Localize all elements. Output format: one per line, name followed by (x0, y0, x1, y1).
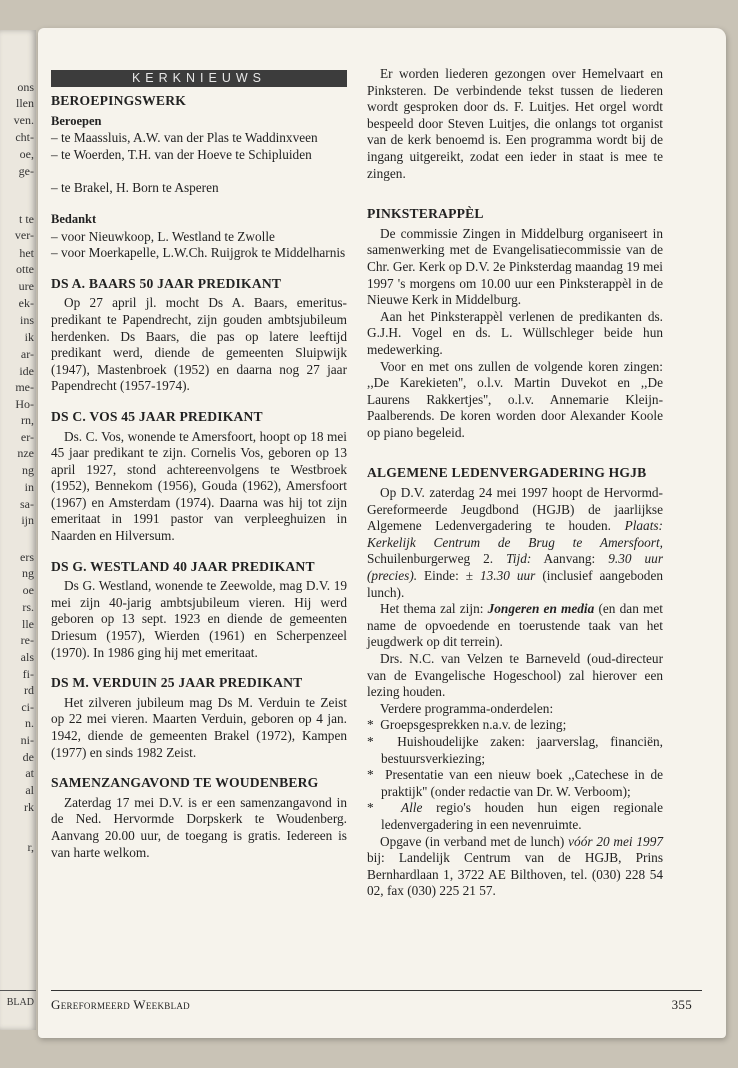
prev-page-text-fragment: at (25, 766, 34, 780)
article-body: Voor en met ons zullen de volgende koren zingen: ,,De Karekieten'', o.l.v. Martin Duvekot en ,,De Laurens Rakkertjes'', o.l.v. Annemarie Kleijn-Paalberends. De koren worden door Alexander Koole op piano begeleid. (367, 358, 663, 440)
prev-page-text-fragment: ijn (21, 513, 34, 527)
program-item: * Alle regio's houden hun eigen regionale ledenvergadering in een nevenruimte. (367, 800, 663, 833)
bedankt-item: – voor Nieuwkoop, L. Westland te Zwolle (51, 229, 347, 246)
article-title: ALGEMENE LEDENVERGADERING HGJB (367, 465, 647, 481)
article-body: Het thema zal zijn: Jongeren en media (en dan met name de opvoedende en toerustende taak van het jeugdwerk op dit terrein). (367, 601, 663, 650)
previous-page-edge (0, 30, 36, 1030)
program-item: * Huishoudelijke zaken: jaarverslag, financiën, bestuursverkiezing; (367, 734, 663, 767)
prev-page-text-fragment: me- (15, 380, 34, 394)
westland-article (51, 559, 347, 662)
prev-page-text-fragment: in (24, 480, 34, 494)
prev-page-text-fragment: ide (19, 364, 34, 378)
prev-page-text-fragment: ek- (18, 296, 34, 310)
beroepingswerk-section (51, 93, 347, 262)
section-banner: KERKNIEUWS (51, 70, 347, 87)
prev-page-footer-rule (0, 990, 36, 991)
prev-page-text-fragment: t te (19, 212, 34, 226)
article-body: Op 27 april jl. mocht Ds A. Baars, emeritus-predikant te Papendrecht, zijn gouden ambtsjubileum herdenken. Ds Baars, die pas op latere leeftijd predikant werd, diende de gemeenten Sluipwijk (1947), Mastenbroek (1952) en daarna nog 27 jaar Papendrecht (1957-1974). (51, 295, 347, 394)
prev-page-text-fragment: oe (22, 583, 34, 597)
article-body: Op D.V. zaterdag 24 mei 1997 hoopt de Hervormd-Gereformeerde Jeugdbond (HGJB) de jaarlijkse Algemene Ledenvergadering te houden. Plaats: Kerkelijk Centrum de Brug te Amersfoort, Schuilenburgerweg 2. Tijd: Aanvang: 9.30 uur (precies). Einde: ± 13.30 uur (inclusief aangeboden lunch). (367, 485, 663, 600)
article-body: Drs. N.C. van Velzen te Barneveld (oud-directeur van de Evangelische Hogeschool) zal hierover een lezing houden. (367, 651, 663, 700)
article-title: SAMENZANGAVOND TE WOUDENBERG (51, 775, 319, 791)
prev-page-text-fragment: lle (22, 617, 34, 631)
bedankt-label: Bedankt (51, 211, 97, 226)
prev-page-text-fragment: er- (20, 430, 34, 444)
prev-page-text-fragment: ins (19, 313, 34, 327)
prev-page-text-fragment: sa- (20, 497, 34, 511)
prev-page-text-fragment: ng (22, 463, 34, 477)
article-title: DS G. WESTLAND 40 JAAR PREDIKANT (51, 558, 315, 574)
prev-page-text-fragment: otte (16, 262, 34, 276)
prev-page-text-fragment: ven. (13, 113, 34, 127)
magazine-page (38, 28, 726, 1038)
beroep-item: – te Maassluis, A.W. van der Plas te Waddinxveen (51, 130, 347, 147)
prev-page-text-fragment: Ho- (15, 397, 34, 411)
prev-page-text-fragment: oe, (19, 147, 34, 161)
prev-page-text-fragment: cht- (15, 130, 34, 144)
prev-page-text-fragment: al (25, 783, 34, 797)
prev-page-text-fragment: ni- (20, 733, 34, 747)
prev-page-text-fragment: als (20, 650, 34, 664)
beroepingswerk-title: BEROEPINGSWERK (51, 93, 186, 108)
article-body: Er worden liederen gezongen over Hemelvaart en Pinksteren. De verbindende tekst tussen de liederen wordt gesproken door ds. F. Luitjes. Het orgel wordt bespeeld door Steven Luitjes, die onlangs tot organist van de kerk benoemd is. Een programma wordt bij de ingang uitgereikt, zodat een ieder in staat is mee te zingen. (367, 66, 663, 181)
prev-page-text-fragment: ar- (20, 347, 34, 361)
page-number: 355 (671, 997, 692, 1012)
prev-page-text-fragment: re- (20, 633, 34, 647)
article-body: Opgave (in verband met de lunch) vóór 20 mei 1997 bij: Landelijk Centrum van de HGJB, Prins Bernhardlaan 1, 3722 AE Bilthoven, tel. (030) 228 54 02, fax (030) 225 21 57. (367, 833, 663, 899)
right-column (367, 66, 663, 914)
prev-page-text-fragment: ik (24, 330, 34, 344)
prev-page-text-fragment: rk (24, 800, 34, 814)
woudenberg-continued (367, 66, 663, 182)
article-title: DS C. VOS 45 JAAR PREDIKANT (51, 408, 263, 424)
hgjb-article (367, 465, 663, 899)
left-column (51, 70, 347, 875)
prev-page-text-fragment: ver- (14, 228, 34, 242)
beroep-item: – te Woerden, T.H. van der Hoeve te Schipluiden (51, 147, 347, 164)
prev-page-text-fragment: rn, (21, 413, 34, 427)
prev-page-text-fragment: ng (22, 566, 34, 580)
article-body: Het zilveren jubileum mag Ds M. Verduin te Zeist op 22 mei vieren. Maarten Verduin, geboren op 4 jan. 1942, diende de gemeenten Brakel (1972), Kampen (1977) en sinds 1982 Zeist. (51, 694, 347, 760)
prev-page-text-fragment: de (22, 750, 34, 764)
article-body: Ds G. Westland, wonende te Zeewolde, mag D.V. 19 mei zijn 40-jarig ambtsjubileum vieren. Hij werd geboren op 13 sept. 1923 en diende de gemeenten Driesum (1957), Wierden (1961) en Scherpenzeel (1970). In 1986 ging hij met emeritaat. (51, 578, 347, 660)
prev-page-text-fragment: nze (17, 446, 34, 460)
prev-page-text-fragment: rs. (22, 600, 34, 614)
article-body: Ds. C. Vos, wonende te Amersfoort, hoopt op 18 mei 45 jaar predikant te zijn. Cornelis Vos, geboren op 13 april 1927, stond achtereenvolgens te Westbroek (1952), Bennekom (1956), Gouda (1962), Amersfoort (1967) en Amsterdam (1974). Daarna was hij tot zijn emeritaat in 1991 pastor van verpleeghuizen in Naarden en Hilversum. (51, 428, 347, 544)
article-body: De commissie Zingen in Middelburg organiseert in samenwerking met de Evangelisatiecommissie van de Chr. Ger. Kerk op D.V. 2e Pinksterdag maandag 19 mei 1997 's morgens om 10.00 uur een Pinksterappèl in de Nieuwe Kerk in Middelburg. (367, 225, 663, 308)
article-title: DS A. BAARS 50 JAAR PREDIKANT (51, 275, 282, 291)
pinksterappel-article (367, 206, 663, 441)
prev-page-text-fragment: ure (18, 279, 34, 293)
prev-page-text-fragment: ons (17, 80, 34, 94)
prev-page-text-fragment: fi- (22, 667, 34, 681)
prev-page-text-fragment: ers (20, 550, 34, 564)
program-item: * Groepsgesprekken n.a.v. de lezing; (367, 717, 663, 734)
page-footer (51, 990, 702, 1013)
beroep-item: – te Brakel, H. Born te Asperen (51, 180, 347, 197)
beroepen-label: Beroepen (51, 113, 102, 128)
article-body: Aan het Pinksterappèl verlenen de predikanten ds. G.J.H. Vogel en ds. L. Wüllschleger beide hun medewerking. (367, 308, 663, 357)
baars-article (51, 276, 347, 395)
prev-page-text-fragment: rd (24, 683, 34, 697)
prev-page-footer-text: BLAD (6, 997, 34, 1008)
vos-article (51, 409, 347, 545)
verduin-article (51, 675, 347, 761)
beroepen-list (51, 130, 347, 197)
prev-page-text-fragment: ge- (18, 164, 34, 178)
article-title: PINKSTERAPPÈL (367, 206, 484, 222)
bedankt-item: – voor Moerkapelle, L.W.Ch. Ruijgrok te Middelharnis (51, 245, 347, 262)
prev-page-text-fragment: r, (27, 840, 34, 854)
bedankt-list (51, 229, 347, 262)
prev-page-text-fragment: het (19, 246, 34, 260)
woudenberg-article (51, 775, 347, 861)
publication-name: Gereformeerd Weekblad (51, 997, 190, 1012)
prev-page-text-fragment: n. (25, 716, 34, 730)
program-item: * Presentatie van een nieuw boek ,,Catechese in de praktijk'' (onder redactie van Dr. W. Verboom); (367, 767, 663, 800)
program-list (367, 717, 663, 833)
article-body: Zaterdag 17 mei D.V. is er een samenzangavond in de Ned. Hervormde Dorpskerk te Woudenberg. Aanvang 20.00 uur, de toegang is gratis. Iedereen is van harte welkom. (51, 794, 347, 860)
prev-page-text-fragment: llen (16, 96, 34, 110)
article-title: DS M. VERDUIN 25 JAAR PREDIKANT (51, 675, 303, 691)
prev-page-text-fragment: ci- (21, 700, 34, 714)
article-body: Verdere programma-onderdelen: (380, 700, 554, 716)
